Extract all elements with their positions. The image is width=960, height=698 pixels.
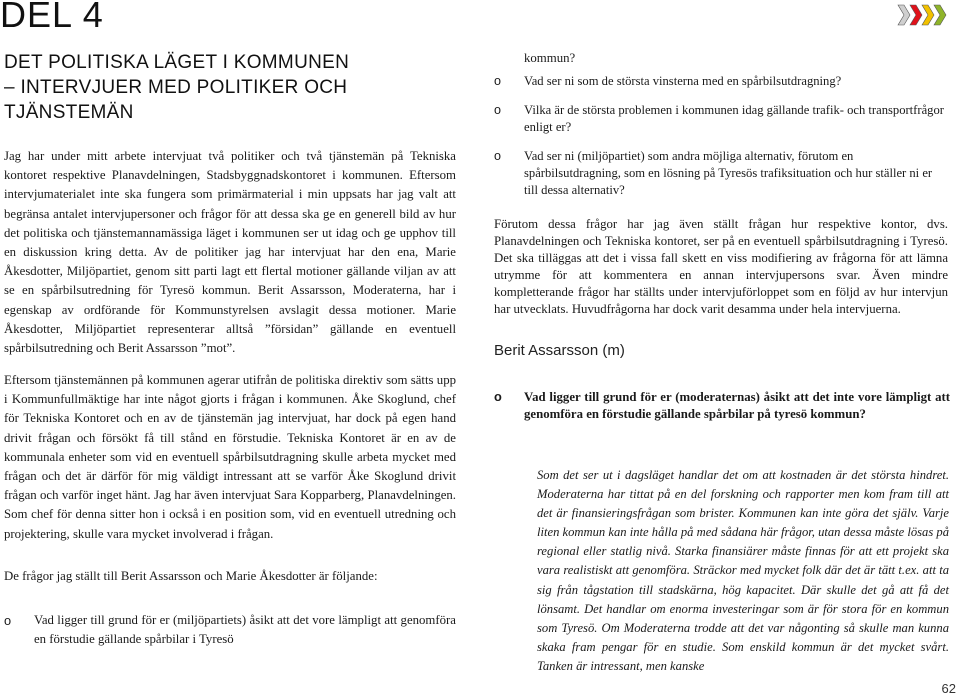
title-line-3: TJÄNSTEMÄN <box>4 102 134 123</box>
interview-answer <box>537 466 949 676</box>
question-1-text: Vad ligger till grund för er (miljöpartiets) åsikt att det vore lämpligt att genomföra en förstudie gällande spårbilar i Tyresö <box>34 613 456 647</box>
bullet-icon: o <box>494 103 502 117</box>
logo-chevron <box>922 5 934 25</box>
question-4-text: Vad ser ni (miljöpartiet) som andra möjliga alternativ, förutom en spårbilsutdragning, som en lösning på Tyresös trafiksituation och hur ställer ni er till dessa alternativ? <box>524 149 933 197</box>
bold-question-block <box>494 389 950 422</box>
answer-paragraph: Som det ser ut i dagsläget handlar det om att kostnaden är det största hindret. Moderaterna har tittat på en del forskning och rapporter men kom fram till att det är finansieringsfrågan som brister. Kommunen kan inte göra det själv. Varje liten kommun kan inte hålla på med sådana här frågor, utan dessa måste lösas på regional eller statlig nivå. Starka finansiärer måste finnas för att ett projekt ska vara realistiskt att genomföra. Sträckor med mycket folk där det är tätt t.ex. att ta sig från tågstation till stadskärna, hög kapacitet. Där skulle det gå att få det lönsamt. Det handlar om enorma investeringar som är för stora för en kommun som Tyresö. Om Moderaterna trodde att det var någonting så skulle man kunna skaka fram pengar för en studie. Som enskild kommun är det mycket svårt. Tanken är intressant, men kanske <box>537 468 949 673</box>
list-item <box>4 611 456 649</box>
method-paragraph: Förutom dessa frågor har jag även ställt frågan hur respektive kontor, dvs. Planavdelningen och Tekniska kontoret, ser på en eventuell spårbilsutdragning i Tyresö. Det ska tilläggas att det i vissa fall skett en viss modifiering av frågorna för att lämna utrymme för att kommentera en annan intervjupersons svar. Även mindre kompletterande frågor har ställts under intervjuförloppet som en följd av hur intervjun har utvecklats. Huvudfrågorna har dock varit desamma under hela intervjuerna. <box>494 217 948 316</box>
list-item <box>494 102 948 136</box>
list-item <box>494 73 948 90</box>
questions-intro-block <box>4 567 456 586</box>
bold-question-text: Vad ligger till grund för er (moderaternas) åsikt att det inte vore lämpligt att genomföra en förstudie gällande spårbilar på tyresö kommun? <box>524 390 950 421</box>
part-heading: DEL 4 <box>0 0 104 35</box>
bullet-icon: o <box>494 149 502 163</box>
chevron-stripes-logo-icon <box>896 4 948 26</box>
method-paragraph-block <box>494 216 948 318</box>
question-3-text: Vilka är de största problemen i kommunen idag gällande trafik- och transportfrågor enligt er? <box>524 103 944 134</box>
questions-intro: De frågor jag ställt till Berit Assarsson och Marie Åkesdotter är följande: <box>4 569 378 583</box>
intro-paragraph: Jag har under mitt arbete intervjuat två politiker och två tjänstemän på Tekniska kontoret respektive Planavdelningen, Stadsbyggnadskontoret i kommunen. Eftersom intervjumaterialet inte ska fungera som primärmaterial i min uppsats har jag valt att begränsa antalet intervjupersoner och frågor för att dessa ska ge en generell bild av hur det politiska och tjänstemannamässiga läget i kommunen ser ut idag och ge upphov till en diskussion kring detta. Av de politiker jag har intervjuat har den ena, Marie Åkesdotter, Miljöpartiet, genom sitt parti lagt ett flertal motioner gällande viljan av att se en spårbilsutredning för Tyresö kommun. Berit Assarsson, Moderaterna, har i egenskap av ordförande för Kommunstyrelsen avslagit dessa motioner. Marie Åkesdotter, Miljöpartiet representerar alltså ”försidan” gällande en eventuell spårbilsutredning och Berit Assarsson ”mot”. <box>4 149 456 356</box>
title-line-1: DET POLITISKA LÄGET I KOMMUNEN <box>4 52 350 73</box>
interviewee-heading: Berit Assarsson (m) <box>494 342 625 359</box>
title-line-2: – INTERVJUER MED POLITIKER OCH <box>4 77 348 98</box>
bullet-icon: o <box>494 74 502 88</box>
question-continuation: kommun? <box>524 51 576 65</box>
intro-paragraph-block <box>4 147 456 358</box>
logo-chevron <box>898 5 910 25</box>
question-2-text: Vad ser ni som de största vinsterna med en spårbilsutdragning? <box>524 74 842 88</box>
list-item <box>494 148 948 199</box>
page-number: 62 <box>941 681 956 696</box>
question-list-left <box>4 611 456 649</box>
logo-chevron <box>934 5 946 25</box>
list-item <box>494 389 950 422</box>
page-title <box>4 50 474 125</box>
bullet-icon: o <box>494 389 502 404</box>
officials-paragraph-block <box>4 371 456 544</box>
bullet-icon: o <box>4 613 12 628</box>
question-list-right <box>494 50 948 211</box>
officials-paragraph: Eftersom tjänstemännen på kommunen agerar utifrån de politiska direktiv som sätts upp i Kommunfullmäktige har inte något gjorts i frågan i kommunen. Åke Skoglund, chef för Tekniska Kontoret och en av de tjänstemän jag intervjuat, har dock på egen hand drivit frågan och försökt få till stånd en förstudie. Tekniska Kontoret är en av de kommunala enheter som vid en eventuell spårbilsutdragning skulle arbeta mycket med frågan och det är därför för mig väldigt intressant att se varför Åke Skoglund drivit frågan och varför inget hänt. Jag har även intervjuat Sara Kopparberg, Planavdelningen. Som chef för denna sitter hon i också i en position som, vid en eventuell utredning och projektering, skulle vara mycket involverad i frågan. <box>4 373 456 541</box>
logo-chevron <box>910 5 922 25</box>
